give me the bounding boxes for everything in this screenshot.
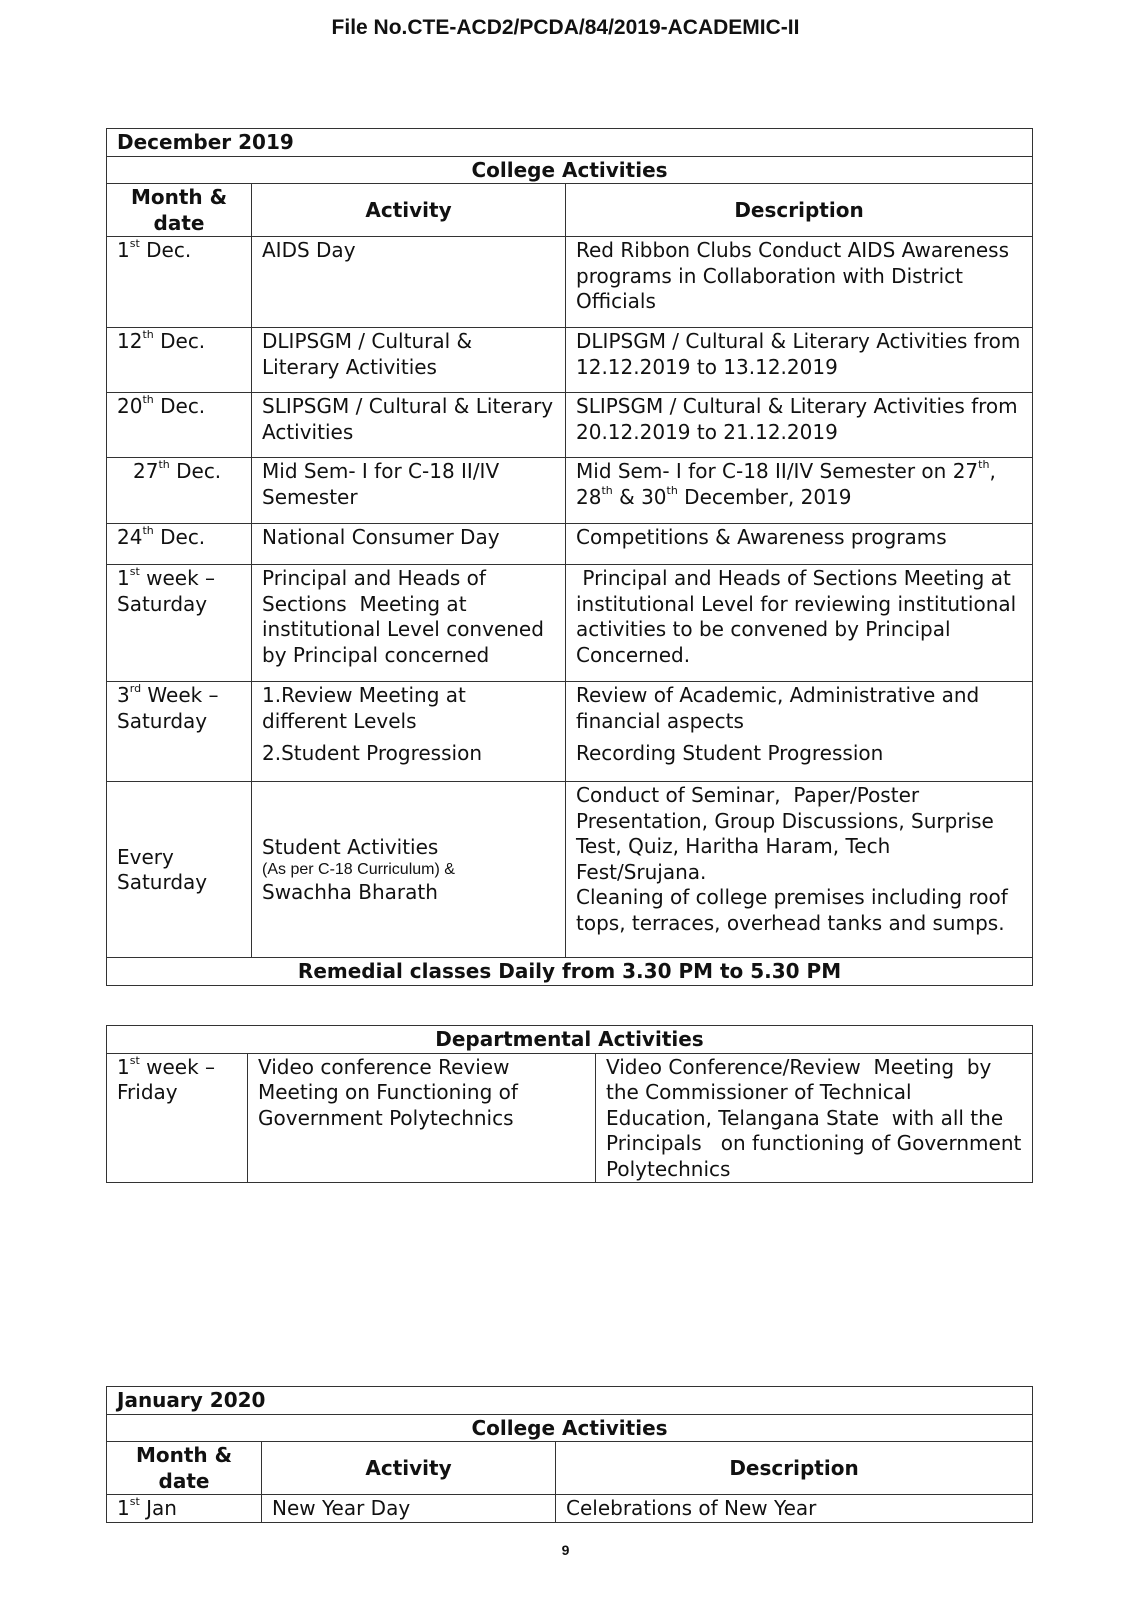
header-row: [107, 184, 1033, 237]
activity-cell: AIDS Day: [252, 237, 566, 328]
description-cell: Competitions & Awareness programs: [566, 524, 1033, 565]
date-cell: 1st week – Friday: [107, 1053, 248, 1183]
header-month-date: Month & date: [107, 184, 252, 237]
month-title-row: [107, 129, 1033, 157]
section-title-row: [107, 1026, 1033, 1054]
header-row: [107, 1442, 1033, 1495]
table-row: [107, 565, 1033, 682]
description-cell: Celebrations of New Year: [556, 1495, 1033, 1523]
description-cell: Mid Sem- I for C-18 II/IV Semester on 27th, 28th & 30th December, 2019: [566, 458, 1033, 524]
activity-cell: Principal and Heads of Sections Meeting at institutional Level convened by Principal concerned: [252, 565, 566, 682]
date-cell: 3rd Week – Saturday: [107, 682, 252, 782]
date-cell: 12th Dec.: [107, 328, 252, 393]
date-cell: 20th Dec.: [107, 393, 252, 458]
header-activity: Activity: [252, 184, 566, 237]
table-row: [107, 524, 1033, 565]
section-title: College Activities: [107, 156, 1033, 184]
table-row: [107, 1053, 1033, 1183]
header-month-date: Month & date: [107, 1442, 262, 1495]
remedial-row: [107, 958, 1033, 986]
description-cell: Video Conference/Review Meeting by the Commissioner of Technical Education, Telangana State with all the Principals on functioning of Government Polytechnics: [596, 1053, 1033, 1183]
date-cell: 27th Dec.: [107, 458, 252, 524]
section-title-row: [107, 156, 1033, 184]
section-title-row: [107, 1414, 1033, 1442]
table-row: [107, 682, 1033, 782]
table-row: [107, 782, 1033, 958]
month-title: December 2019: [107, 129, 1033, 157]
remedial-note: Remedial classes Daily from 3.30 PM to 5.30 PM: [107, 958, 1033, 986]
section-title: Departmental Activities: [107, 1026, 1033, 1054]
description-cell: Review of Academic, Administrative and financial aspects Recording Student Progression: [566, 682, 1033, 782]
january-2020-table: [106, 1386, 1033, 1523]
date-cell: 1st week – Saturday: [107, 565, 252, 682]
date-cell: 24th Dec.: [107, 524, 252, 565]
activity-cell: DLIPSGM / Cultural & Literary Activities: [252, 328, 566, 393]
activity-cell: Mid Sem- I for C-18 II/IV Semester: [252, 458, 566, 524]
description-cell: DLIPSGM / Cultural & Literary Activities from 12.12.2019 to 13.12.2019: [566, 328, 1033, 393]
departmental-activities-table: [106, 1025, 1033, 1183]
description-cell: Red Ribbon Clubs Conduct AIDS Awareness programs in Collaboration with District Officials: [566, 237, 1033, 328]
date-cell: Every Saturday: [107, 782, 252, 958]
table-row: [107, 1495, 1033, 1523]
page-number: 9: [561, 1542, 570, 1558]
december-2019-table: [106, 128, 1033, 986]
activity-cell: National Consumer Day: [252, 524, 566, 565]
file-number-header: File No.CTE-ACD2/PCDA/84/2019-ACADEMIC-II: [331, 16, 800, 39]
activity-cell: New Year Day: [262, 1495, 556, 1523]
date-cell: 1st Jan: [107, 1495, 262, 1523]
date-cell: 1st Dec.: [107, 237, 252, 328]
table-row: [107, 393, 1033, 458]
header-activity: Activity: [262, 1442, 556, 1495]
month-title-row: [107, 1387, 1033, 1415]
activity-cell: 1.Review Meeting at different Levels 2.Student Progression: [252, 682, 566, 782]
table-row: [107, 328, 1033, 393]
header-description: Description: [556, 1442, 1033, 1495]
description-cell: Conduct of Seminar, Paper/Poster Presentation, Group Discussions, Surprise Test, Quiz, Haritha Haram, Tech Fest/Srujana. Cleaning of college premises including roof tops, terraces, overhead tanks and sumps.: [566, 782, 1033, 958]
section-title: College Activities: [107, 1414, 1033, 1442]
table-row: [107, 458, 1033, 524]
header-description: Description: [566, 184, 1033, 237]
description-cell: Principal and Heads of Sections Meeting at institutional Level for reviewing institutional activities to be convened by Principal Concerned.: [566, 565, 1033, 682]
activity-cell: SLIPSGM / Cultural & Literary Activities: [252, 393, 566, 458]
month-title: January 2020: [107, 1387, 1033, 1415]
description-cell: SLIPSGM / Cultural & Literary Activities from 20.12.2019 to 21.12.2019: [566, 393, 1033, 458]
activity-cell: Student Activities (As per C-18 Curriculum) & Swachha Bharath: [252, 782, 566, 958]
table-row: [107, 237, 1033, 328]
activity-cell: Video conference Review Meeting on Functioning of Government Polytechnics: [248, 1053, 596, 1183]
